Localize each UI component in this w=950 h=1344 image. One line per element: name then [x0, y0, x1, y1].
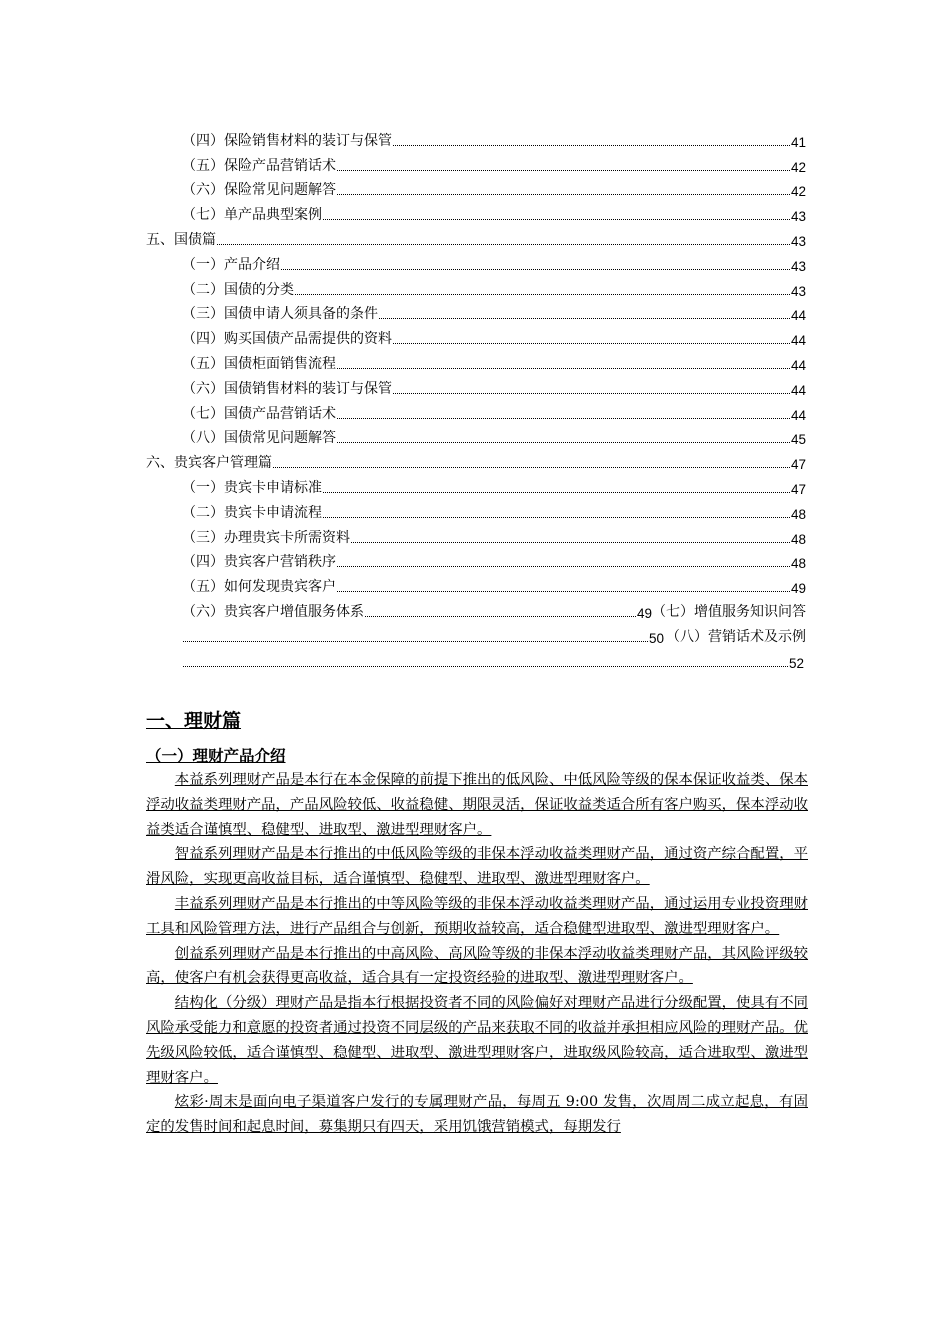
toc-entry[interactable] — [146, 175, 806, 200]
document-body — [146, 706, 808, 1140]
toc-entry[interactable] — [146, 150, 806, 175]
toc-entry-text: （四）保险销售材料的装订与保管 — [182, 132, 392, 149]
toc-entry-page: 49 — [636, 605, 652, 621]
toc-entry[interactable] — [146, 274, 806, 299]
section-title: 一、理财篇 — [146, 710, 242, 732]
toc-leader-dots — [323, 219, 790, 220]
toc-leader-dots — [337, 418, 790, 419]
paragraph: 智益系列理财产品是本行推出的中低风险等级的非保本浮动收益类理财产品，通过资产综合配置，平滑风险，实现更高收益目标，适合谨慎型、稳健型、进取型、激进型理财客户。 — [146, 846, 808, 888]
toc-entry-page: 48 — [790, 531, 806, 547]
toc-leader-dots — [337, 170, 790, 171]
toc-entry-text: （七）增值服务知识问答 — [652, 603, 806, 620]
toc-entry-text: （二）贵宾卡申请流程 — [182, 504, 322, 521]
toc-entry-page: 47 — [790, 457, 806, 473]
toc-entry-wrapped-b[interactable] — [146, 621, 806, 646]
paragraph: 结构化（分级）理财产品是指本行根据投资者不同的风险偏好对理财产品进行分级配置，使具有不同风险承受能力和意愿的投资者通过投资不同层级的产品来获取不同的收益并承担相应风险的理财产品。优先级风险较低，适合谨慎型、稳健型、进取型、激进型理财客户，进取级风险较高，适合进取型、激进型理财客户。 — [146, 995, 808, 1086]
toc-leader-dots — [337, 591, 790, 592]
toc-entry-page: 49 — [790, 581, 806, 597]
toc-entry-page: 48 — [790, 556, 806, 572]
toc-entry-page: 42 — [790, 159, 806, 175]
toc-entry-text: （一）贵宾卡申请标准 — [182, 479, 322, 496]
toc-entry-text: （八）国债常见问题解答 — [182, 430, 336, 447]
toc-entry-text: （一）产品介绍 — [182, 256, 280, 273]
toc-leader-dots — [337, 194, 790, 195]
toc-entry[interactable] — [146, 348, 806, 373]
toc-entry[interactable] — [146, 447, 806, 472]
toc-leader-dots — [183, 641, 648, 642]
toc-leader-dots — [351, 542, 790, 543]
paragraph: 丰益系列理财产品是本行推出的中等风险等级的非保本浮动收益类理财产品，通过运用专业投资理财工具和风险管理方法，进行产品组合与创新，预期收益较高，适合稳健型进取型、激进型理财客户。 — [146, 895, 808, 937]
toc-entry-page: 41 — [790, 134, 806, 150]
toc-entry-text: （六）贵宾客户增值服务体系 — [182, 603, 364, 620]
toc-entry[interactable] — [146, 323, 806, 348]
toc-entry-page: 50 — [648, 630, 664, 646]
toc-entry-text: （八）营销话术及示例 — [666, 628, 806, 645]
toc-entry-page: 44 — [790, 407, 806, 423]
toc-entry-text: （二）国债的分类 — [182, 281, 294, 298]
toc-entry-page: 43 — [790, 283, 806, 299]
toc-entry-wrapped-c[interactable] — [146, 646, 806, 671]
toc-leader-dots — [337, 368, 790, 369]
section-subtitle: （一）理财产品介绍 — [146, 746, 286, 765]
toc-entry[interactable] — [146, 373, 806, 398]
toc-leader-dots — [379, 318, 790, 319]
toc-entry-text: 五、国债篇 — [146, 231, 216, 248]
toc-leader-dots — [323, 492, 790, 493]
toc-entry[interactable] — [146, 199, 806, 224]
toc-entry[interactable] — [146, 398, 806, 423]
toc-leader-dots — [217, 244, 790, 245]
toc-entry-text: （三）国债申请人须具备的条件 — [182, 306, 378, 323]
toc-entry-text: （七）国债产品营销话术 — [182, 405, 336, 422]
toc-entry[interactable] — [146, 547, 806, 572]
paragraph: 本益系列理财产品是本行在本金保障的前提下推出的低风险、中低风险等级的保本保证收益类、保本浮动收益类理财产品，产品风险较低、收益稳健、期限灵活，保证收益类适合所有客户购买，保本浮动收益类适合谨慎型、稳健型、进取型、激进型理财客户。 — [146, 772, 808, 838]
toc-entry[interactable] — [146, 299, 806, 324]
paragraph: 创益系列理财产品是本行推出的中高风险、高风险等级的非保本浮动收益类理财产品，其风险评级较高，使客户有机会获得更高收益，适合具有一定投资经验的进取型、激进型理财客户。 — [146, 945, 808, 987]
toc-entry-page: 43 — [790, 209, 806, 225]
toc-entry-text: 六、贵宾客户管理篇 — [146, 455, 272, 472]
toc-entry-page: 44 — [790, 357, 806, 373]
toc-entry-text: （四）贵宾客户营销秩序 — [182, 554, 336, 571]
toc-entry-text: （五）国债柜面销售流程 — [182, 355, 336, 372]
toc-entry-page: 52 — [788, 655, 804, 671]
toc-entry[interactable] — [146, 249, 806, 274]
table-of-contents — [146, 125, 806, 671]
toc-entry[interactable] — [146, 224, 806, 249]
toc-leader-dots — [365, 616, 636, 617]
toc-leader-dots — [393, 393, 790, 394]
toc-leader-dots — [295, 294, 790, 295]
toc-leader-dots — [281, 269, 790, 270]
toc-entry-page: 44 — [790, 308, 806, 324]
toc-leader-dots — [337, 442, 790, 443]
toc-entry-page: 48 — [790, 506, 806, 522]
paragraph: 炫彩·周末是面向电子渠道客户发行的专属理财产品，每周五 9:00 发售，次周周二成立起息，有固定的发售时间和起息时间，募集期只有四天，采用饥饿营销模式，每期发行 — [146, 1094, 808, 1136]
toc-leader-dots — [393, 145, 790, 146]
toc-entry-page: 43 — [790, 258, 806, 274]
toc-entry-wrapped-a[interactable] — [146, 596, 806, 621]
toc-entry-text: （七）单产品典型案例 — [182, 207, 322, 224]
toc-leader-dots — [183, 666, 788, 667]
toc-entry[interactable] — [146, 522, 806, 547]
toc-entry[interactable] — [146, 472, 806, 497]
toc-entry-text: （四）购买国债产品需提供的资料 — [182, 331, 392, 348]
toc-leader-dots — [393, 343, 790, 344]
toc-entry-page: 45 — [790, 432, 806, 448]
toc-leader-dots — [337, 566, 790, 567]
toc-entry-text: （三）办理贵宾卡所需资料 — [182, 529, 350, 546]
toc-entry[interactable] — [146, 423, 806, 448]
toc-entry[interactable] — [146, 497, 806, 522]
toc-entry-page: 42 — [790, 184, 806, 200]
toc-entry[interactable] — [146, 125, 806, 150]
toc-entry-text: （五）保险产品营销话术 — [182, 157, 336, 174]
toc-entry-text: （五）如何发现贵宾客户 — [182, 579, 336, 596]
toc-entry-page: 43 — [790, 233, 806, 249]
toc-leader-dots — [323, 517, 790, 518]
toc-entry-text: （六）国债销售材料的装订与保管 — [182, 380, 392, 397]
toc-leader-dots — [273, 467, 790, 468]
toc-entry-page: 44 — [790, 333, 806, 349]
toc-entry-page: 44 — [790, 382, 806, 398]
toc-entry-text: （六）保险常见问题解答 — [182, 182, 336, 199]
toc-entry[interactable] — [146, 571, 806, 596]
toc-entry-page: 47 — [790, 481, 806, 497]
